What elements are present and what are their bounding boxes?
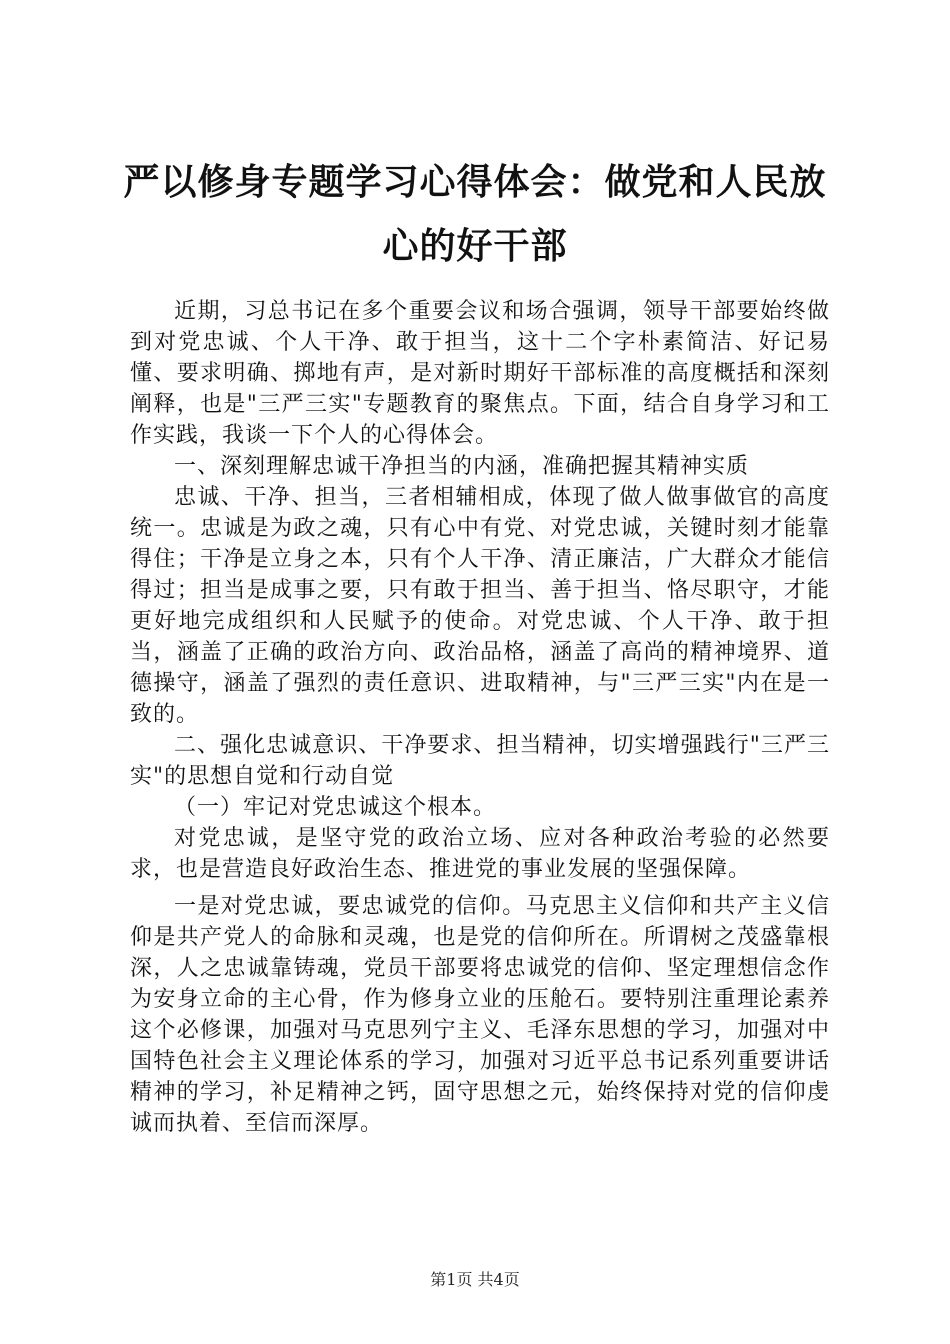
document-title: 严以修身专题学习心得体会：做党和人民放心的好干部: [123, 161, 827, 267]
document-body: [130, 296, 830, 1139]
section-heading-2: 二、强化忠诚意识、干净要求、担当精神，切实增强践行"三严三实"的思想自觉和行动自觉: [130, 733, 830, 789]
paragraph-belief: 一是对党忠诚，要忠诚党的信仰。马克思主义信仰和共产主义信仰是共产党人的命脉和灵魂，也是党的信仰所在。所谓树之茂盛靠根深，人之忠诚靠铸魂，党员干部要将忠诚党的信仰、坚定理想信念作为安身立命的主心骨，作为修身立业的压舱石。要特别注重理论素养这个必修课，加强对马克思列宁主义、毛泽东思想的学习，加强对中国特色社会主义理论体系的学习，加强对习近平总书记系列重要讲话精神的学习，补足精神之钙，固守思想之元，始终保持对党的信仰虔诚而执着、至信而深厚。: [130, 894, 830, 1136]
paragraph-intro: 近期，习总书记在多个重要会议和场合强调，领导干部要始终做到对党忠诚、个人干净、敢于担当，这十二个字朴素简洁、好记易懂、要求明确、掷地有声，是对新时期好干部标准的高度概括和深刻阐释，也是"三严三实"专题教育的聚焦点。下面，结合自身学习和工作实践，我谈一下个人的心得体会。: [130, 299, 830, 448]
paragraph-loyalty: 对党忠诚，是坚守党的政治立场、应对各种政治考验的必然要求，也是营造良好政治生态、推进党的事业发展的坚强保障。: [130, 826, 830, 882]
page-number-footer: 第1页 共4页: [430, 1270, 520, 1289]
paragraph-section-1: 忠诚、干净、担当，三者相辅相成，体现了做人做事做官的高度统一。忠诚是为政之魂，只有心中有党、对党忠诚，关键时刻才能靠得住；干净是立身之本，只有个人干净、清正廉洁，广大群众才能信得过；担当是成事之要，只有敢于担当、善于担当、恪尽职守，才能更好地完成组织和人民赋予的使命。对党忠诚、个人干净、敢于担当，涵盖了正确的政治方向、政治品格，涵盖了高尚的精神境界、道德操守，涵盖了强烈的责任意识、进取精神，与"三严三实"内在是一致的。: [130, 485, 830, 727]
section-heading-1: 一、深刻理解忠诚干净担当的内涵，准确把握其精神实质: [174, 454, 750, 479]
subsection-heading-1: （一）牢记对党忠诚这个根本。: [174, 795, 497, 820]
